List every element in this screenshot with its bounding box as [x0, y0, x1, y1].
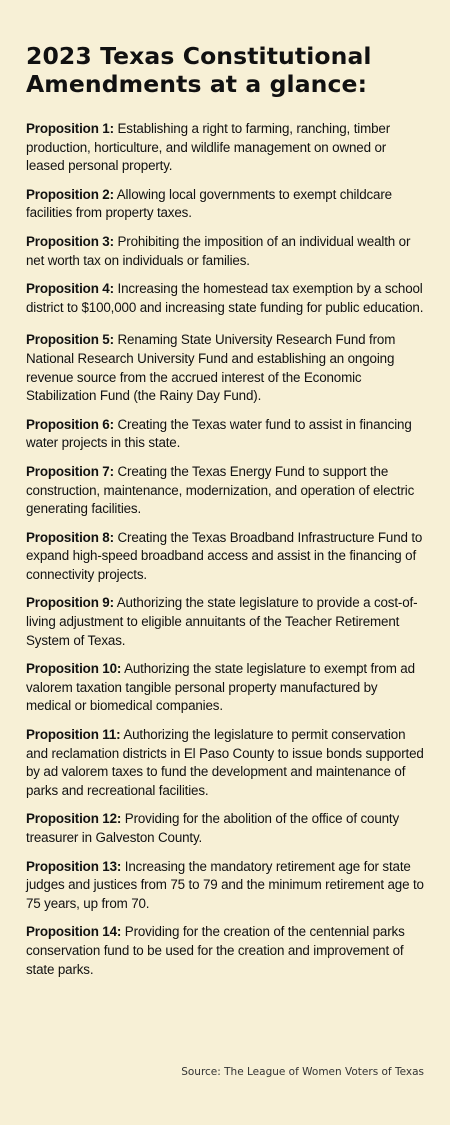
proposition-item [26, 120, 426, 176]
proposition-item [26, 810, 426, 847]
proposition-text: Authorizing the state legislature to provide a cost-of-living adjustment to eligible annuitants of the Teacher Retirement System of Texas. [26, 595, 418, 648]
proposition-item [26, 463, 426, 519]
proposition-item [26, 529, 426, 585]
proposition-label: Proposition 3: [26, 233, 114, 249]
title-line-2: Amendments at a glance: [26, 70, 368, 98]
proposition-label: Proposition 2: [26, 186, 114, 202]
proposition-label: Proposition 8: [26, 529, 114, 545]
proposition-text: Increasing the homestead tax exemption by a school district to $100,000 and increasing state funding for public education. [26, 281, 424, 315]
proposition-item [26, 233, 426, 270]
proposition-item [26, 186, 426, 223]
proposition-label: Proposition 1: [26, 121, 114, 136]
proposition-text: Providing for the abolition of the office of county treasurer in Galveston County. [26, 811, 400, 845]
proposition-label: Proposition 12: [26, 811, 122, 827]
proposition-item [26, 416, 426, 453]
proposition-label: Proposition 4: [26, 281, 114, 297]
proposition-text: Providing for the creation of the centennial parks conservation fund to be used for the creation and improvement of state parks. [26, 924, 405, 977]
proposition-label: Proposition 10: [26, 661, 122, 677]
proposition-item [26, 280, 426, 317]
proposition-label: Proposition 11: [26, 727, 121, 743]
proposition-label: Proposition 7: [26, 463, 114, 479]
title-line-1: 2023 Texas Constitutional [26, 42, 372, 70]
proposition-list [26, 120, 426, 979]
proposition-text: Prohibiting the imposition of an individual wealth or net worth tax on individuals or families. [26, 233, 411, 268]
proposition-text: Establishing a right to farming, ranching, timber production, horticulture, and wildlife management on owned or leased personal property. [26, 121, 391, 174]
proposition-label: Proposition 9: [26, 595, 114, 611]
proposition-text: Authorizing the state legislature to exempt from ad valorem taxation tangible personal property manufactured by medical or biomedical companies. [26, 661, 415, 714]
proposition-text: Increasing the mandatory retirement age for state judges and justices from 75 to 79 and the minimum retirement age to 75 years, up from 70. [26, 858, 424, 911]
proposition-label: Proposition 5: [26, 332, 114, 348]
proposition-item [26, 858, 426, 914]
proposition-label: Proposition 14: [26, 924, 122, 940]
proposition-item [26, 923, 426, 979]
proposition-text: Renaming State University Research Fund from National Research University Fund and establishing an ongoing revenue source from the accrued interest of the Economic Stabilization Fund (the Rainy Day Fund). [26, 332, 396, 404]
proposition-item [26, 660, 426, 716]
page-title [26, 42, 426, 98]
proposition-item [26, 331, 426, 405]
proposition-label: Proposition 13: [26, 858, 122, 874]
proposition-text: Allowing local governments to exempt childcare facilities from property taxes. [26, 186, 392, 221]
proposition-text: Creating the Texas water fund to assist in financing water projects in this state. [26, 416, 412, 451]
proposition-text: Authorizing the legislature to permit conservation and reclamation districts in El Paso County to issue bonds supported by ad valorem taxes to fund the development and maintenance of parks and recreational facilities. [26, 727, 424, 798]
proposition-item [26, 594, 426, 650]
proposition-text: Creating the Texas Energy Fund to support the construction, maintenance, modernization, and operation of electric generating facilities. [26, 463, 415, 517]
proposition-item [26, 726, 426, 800]
proposition-text: Creating the Texas Broadband Infrastructure Fund to expand high-speed broadband access and assist in the financing of connectivity projects. [26, 529, 423, 582]
proposition-label: Proposition 6: [26, 416, 114, 432]
source-credit: Source: The League of Women Voters of Texas [181, 1066, 424, 1078]
